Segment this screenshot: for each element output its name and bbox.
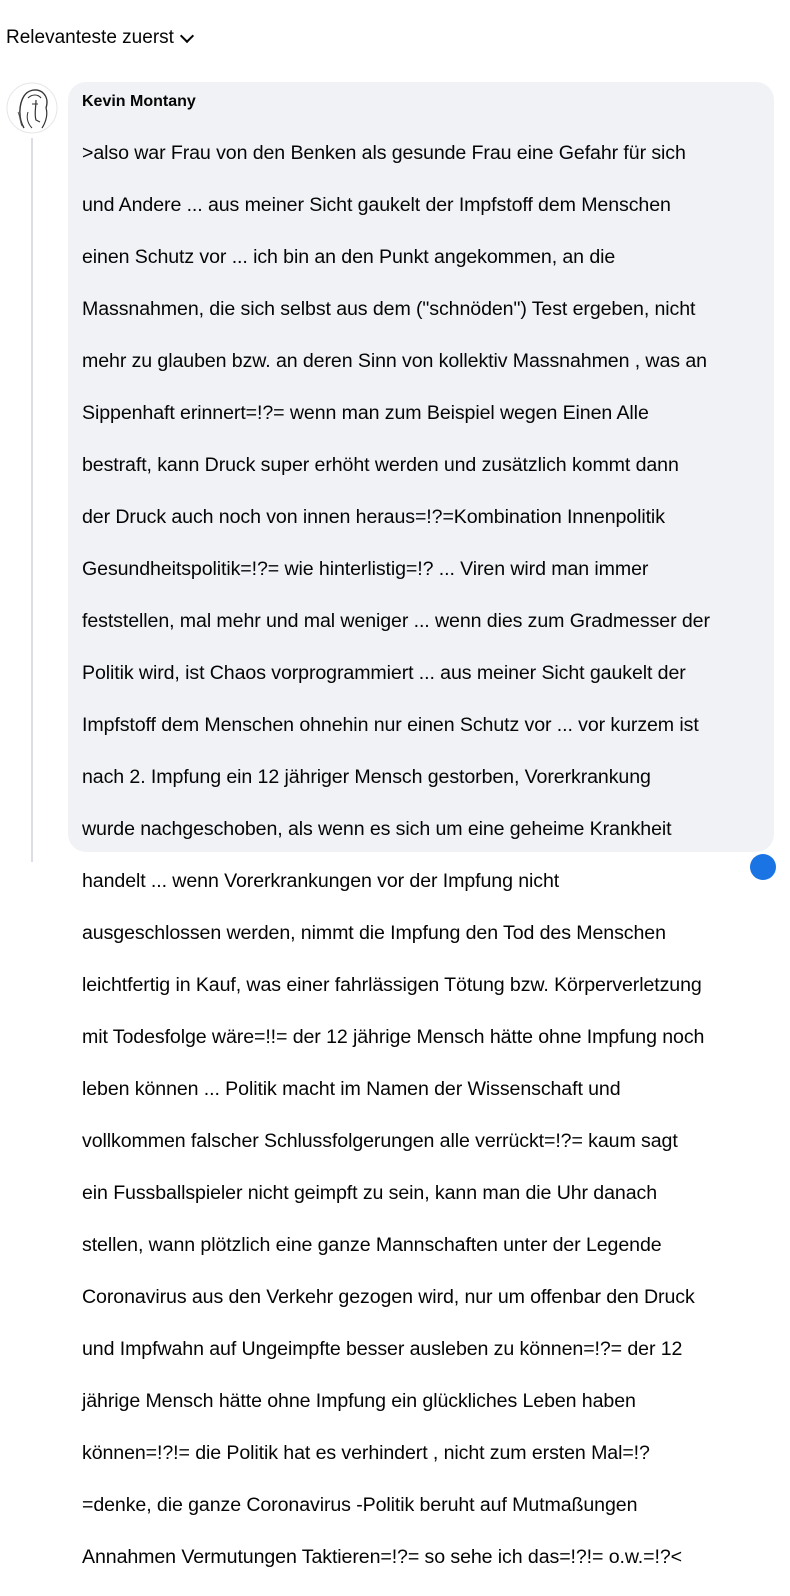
comment-line: Massnahmen, die sich selbst aus dem ("schnöden") Test ergeben, nicht	[82, 298, 696, 320]
comment-line: jährige Mensch hätte ohne Impfung ein glückliches Leben haben	[82, 1390, 636, 1412]
sort-label: Relevanteste zuerst	[6, 27, 174, 48]
comment-line: leichtfertig in Kauf, was einer fahrlässigen Tötung bzw. Körperverletzung	[82, 974, 702, 996]
comment-text	[82, 114, 762, 1596]
comment-line: leben können ... Politik macht im Namen der Wissenschaft und	[82, 1078, 621, 1100]
comment-line: feststellen, mal mehr und mal weniger ... wenn dies zum Gradmesser der	[82, 610, 710, 632]
reaction-badge[interactable]	[750, 854, 776, 880]
comment-line: Sippenhaft erinnert=!?= wenn man zum Beispiel wegen Einen Alle	[82, 402, 649, 424]
chevron-down-icon	[180, 29, 194, 43]
comment-line: ein Fussballspieler nicht geimpft zu sein, kann man die Uhr danach	[82, 1182, 657, 1204]
comment-line: Impfstoff dem Menschen ohnehin nur einen Schutz vor ... vor kurzem ist	[82, 714, 699, 736]
avatar[interactable]	[6, 82, 58, 134]
comment-line: =denke, die ganze Coronavirus -Politik beruht auf Mutmaßungen	[82, 1494, 638, 1516]
comment-line: einen Schutz vor ... ich bin an den Punkt angekommen, an die	[82, 246, 616, 268]
comment-line: können=!?!= die Politik hat es verhindert , nicht zum ersten Mal=!?	[82, 1442, 650, 1464]
comment-line: Politik wird, ist Chaos vorprogrammiert ... aus meiner Sicht gaukelt der	[82, 662, 686, 684]
comment-line: Annahmen Vermutungen Taktieren=!?= so sehe ich das=!?!= o.w.=!?<	[82, 1546, 682, 1568]
comment-line: >also war Frau von den Benken als gesunde Frau eine Gefahr für sich	[82, 142, 686, 164]
comment-line: und Andere ... aus meiner Sicht gaukelt der Impfstoff dem Menschen	[82, 194, 671, 216]
comment-line: wurde nachgeschoben, als wenn es sich um eine geheime Krankheit	[82, 818, 672, 840]
sort-dropdown[interactable]	[6, 22, 192, 54]
comment-line: ausgeschlossen werden, nimmt die Impfung den Tod des Menschen	[82, 922, 666, 944]
comment-line: Coronavirus aus den Verkehr gezogen wird, nur um offenbar den Druck	[82, 1286, 695, 1308]
comment-author[interactable]: Kevin Montany	[82, 93, 196, 110]
comment-line: vollkommen falscher Schlussfolgerungen alle verrückt=!?= kaum sagt	[82, 1130, 678, 1152]
comment-line: nach 2. Impfung ein 12 jähriger Mensch gestorben, Vorerkrankung	[82, 766, 651, 788]
comment-line: der Druck auch noch von innen heraus=!?=Kombination Innenpolitik	[82, 506, 665, 528]
comment-line: mehr zu glauben bzw. an deren Sinn von kollektiv Massnahmen , was an	[82, 350, 707, 372]
comment-line: Gesundheitspolitik=!?= wie hinterlistig=!? ... Viren wird man immer	[82, 558, 649, 580]
comment-line: und Impfwahn auf Ungeimpfte besser ausleben zu können=!?= der 12	[82, 1338, 683, 1360]
avatar-face-sketch-icon	[6, 82, 58, 134]
comment-line: handelt ... wenn Vorerkrankungen vor der Impfung nicht	[82, 870, 560, 892]
thread-line	[31, 138, 33, 862]
comment-line: bestraft, kann Druck super erhöht werden und zusätzlich kommt dann	[82, 454, 679, 476]
comment-bubble	[68, 82, 774, 1568]
comment-line: stellen, wann plötzlich eine ganze Mannschaften unter der Legende	[82, 1234, 662, 1256]
comment-line: mit Todesfolge wäre=!!= der 12 jährige Mensch hätte ohne Impfung noch	[82, 1026, 705, 1048]
